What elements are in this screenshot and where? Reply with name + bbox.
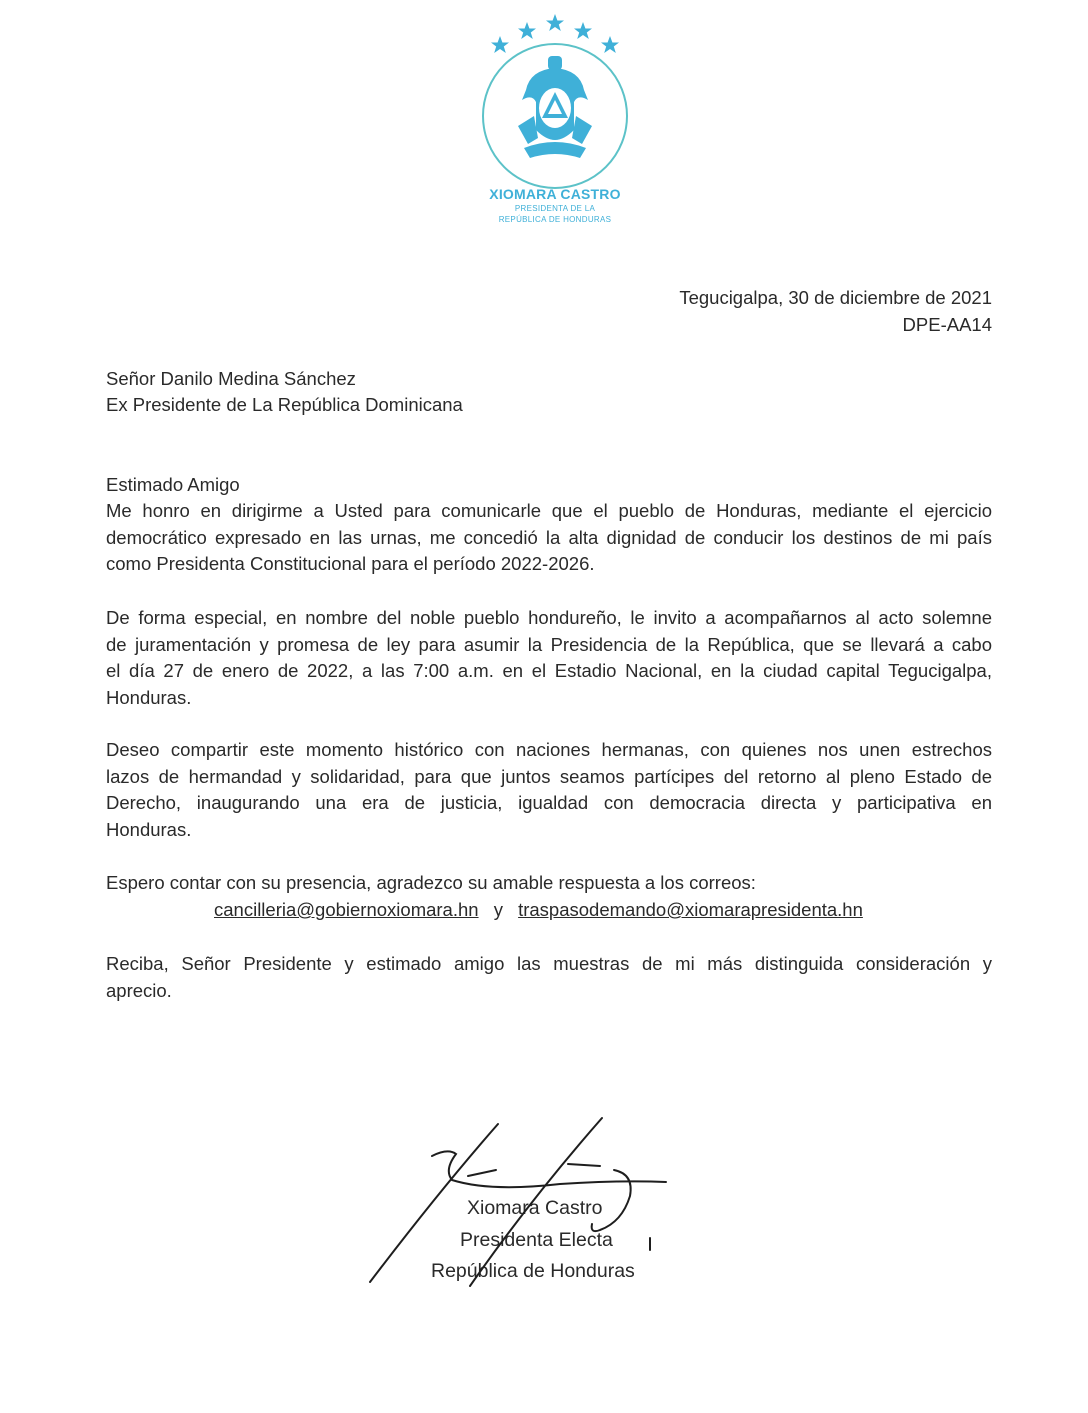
recipient-name: Señor Danilo Medina Sánchez (106, 368, 356, 389)
paragraph-line: Honduras. (106, 686, 192, 708)
handwritten-signature-icon (360, 1110, 690, 1300)
place-date: Tegucigalpa, 30 de diciembre de 2021 (679, 287, 992, 308)
five-stars-icon (491, 14, 619, 53)
paragraph-line: aprecio. (106, 979, 172, 1001)
salutation: Estimado Amigo (106, 474, 240, 495)
paragraph-line: democrático expresado en las urnas, me concedió la alta dignidad de conducir los destinos de mi país (106, 526, 992, 548)
email-conjunction: y (493, 899, 503, 920)
email-link-traspaso[interactable]: traspasodemando@xiomarapresidenta.hn (518, 899, 863, 920)
reference-code: DPE-AA14 (902, 314, 992, 335)
letterhead-name: XIOMARA CASTRO (489, 186, 621, 202)
recipient-title: Ex Presidente de La República Dominicana (106, 394, 463, 415)
letterhead-subtitle-line2: REPÚBLICA DE HONDURAS (498, 215, 612, 224)
paragraph-line: Reciba, Señor Presidente y estimado amigo las muestras de mi más distinguida consideración y (106, 953, 992, 974)
paragraph-invitation (106, 605, 992, 711)
paragraph-line: Honduras. (106, 818, 192, 840)
signatory-country: República de Honduras (431, 1260, 635, 1282)
contact-intro: Espero contar con su presencia, agradezco su amable respuesta a los correos: (106, 872, 756, 893)
paragraph-line: lazos de hermandad y solidaridad, para que juntos seamos partícipes del retorno al pleno Estado de (106, 765, 992, 787)
paragraph-historic-moment (106, 737, 992, 843)
paragraph-line: Deseo compartir este momento histórico con naciones hermanas, con quienes nos unen estrechos (106, 739, 992, 760)
paragraph-election (106, 498, 992, 578)
paragraph-line: de juramentación y promesa de ley para asumir la Presidencia de la República, que se llevará a cabo (106, 633, 992, 655)
paragraph-line: el día 27 de enero de 2022, a las 7:00 a.m. en el Estadio Nacional, en la ciudad capital Tegucigalpa, (106, 660, 992, 681)
honduras-coat-of-arms-icon (518, 56, 592, 158)
paragraph-line: De forma especial, en nombre del noble pueblo hondureño, le invito a acompañarnos al acto solemne (106, 607, 992, 628)
paragraph-line: Me honro en dirigirme a Usted para comunicarle que el pueblo de Honduras, mediante el ejercicio (106, 500, 992, 521)
closing-paragraph (106, 951, 992, 1004)
contact-emails (214, 897, 863, 924)
email-link-cancilleria[interactable]: cancilleria@gobiernoxiomara.hn (214, 899, 479, 920)
signatory-name: Xiomara Castro (467, 1197, 603, 1219)
letterhead-subtitle-line1: PRESIDENTA DE LA (514, 204, 596, 213)
paragraph-line: como Presidenta Constitucional para el período 2022-2026. (106, 553, 595, 574)
signatory-title: Presidenta Electa (460, 1229, 613, 1251)
paragraph-line: Derecho, inaugurando una era de justicia, igualdad con democracia directa y participativa en (106, 792, 992, 813)
